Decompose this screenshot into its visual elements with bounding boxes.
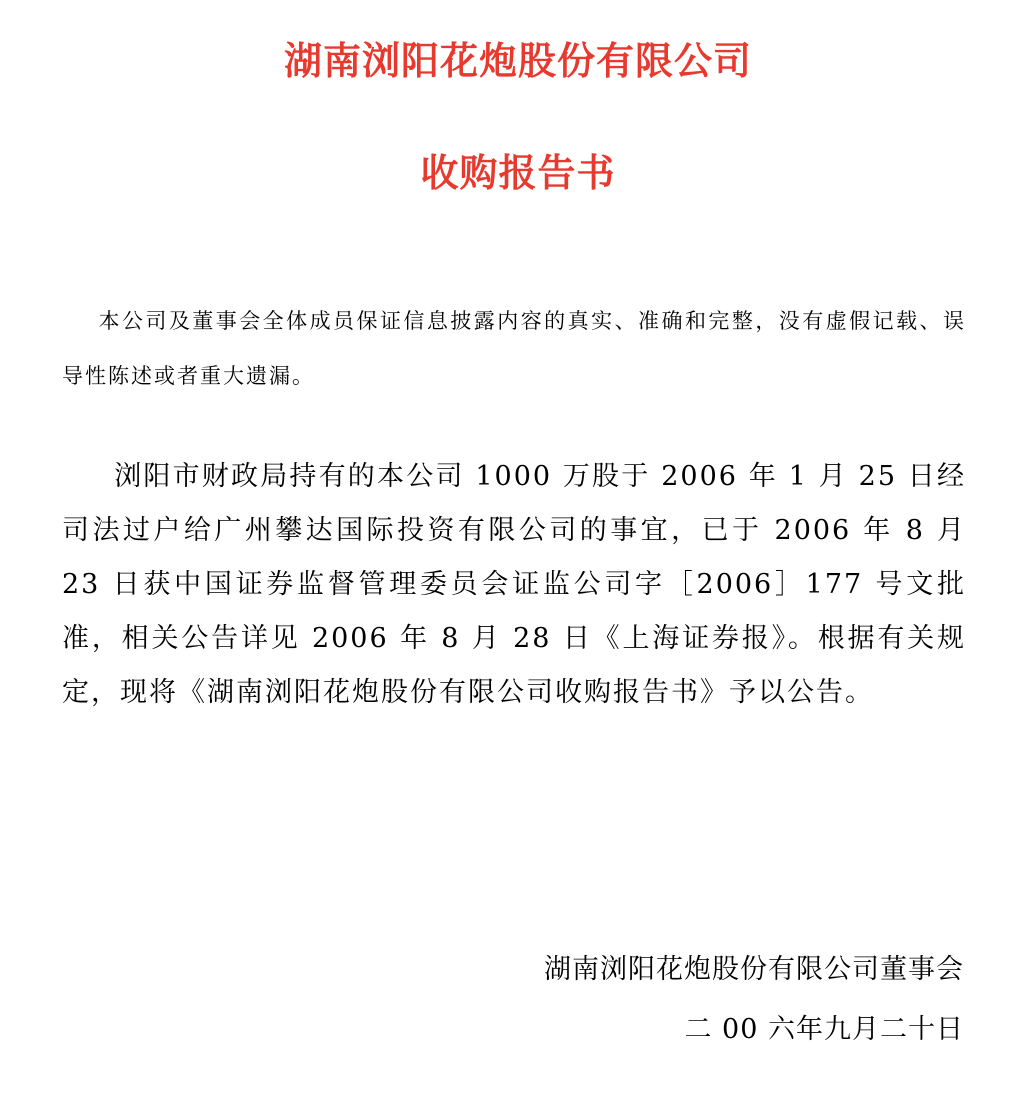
signature-date: 二 00 六年九月二十日 xyxy=(684,1014,964,1045)
disclaimer-text: 本公司及董事会全体成员保证信息披露内容的真实、准确和完整，没有虚假记载、误导性陈述或者重大遗漏。 xyxy=(62,309,966,388)
disclaimer-paragraph xyxy=(62,294,966,404)
company-title: 湖南浏阳花炮股份有限公司 xyxy=(283,39,752,83)
document-title: 收购报告书 xyxy=(420,151,616,195)
announcement-paragraph xyxy=(62,450,966,720)
announcement-text: 浏阳市财政局持有的本公司 1000 万股于 2006 年 1 月 25 日经司法过户给广州攀达国际投资有限公司的事宜，已于 2006 年 8 月 23 日获中国证券监督管理委员会证监公司字［2006］177 号文批准，相关公告详见 2006 年 8 月 28 日《上海证券报》。根据有关规定，现将《湖南浏阳花炮股份有限公司收购报告书》予以公告。 xyxy=(62,461,966,708)
signature-company: 湖南浏阳花炮股份有限公司董事会 xyxy=(544,954,964,985)
